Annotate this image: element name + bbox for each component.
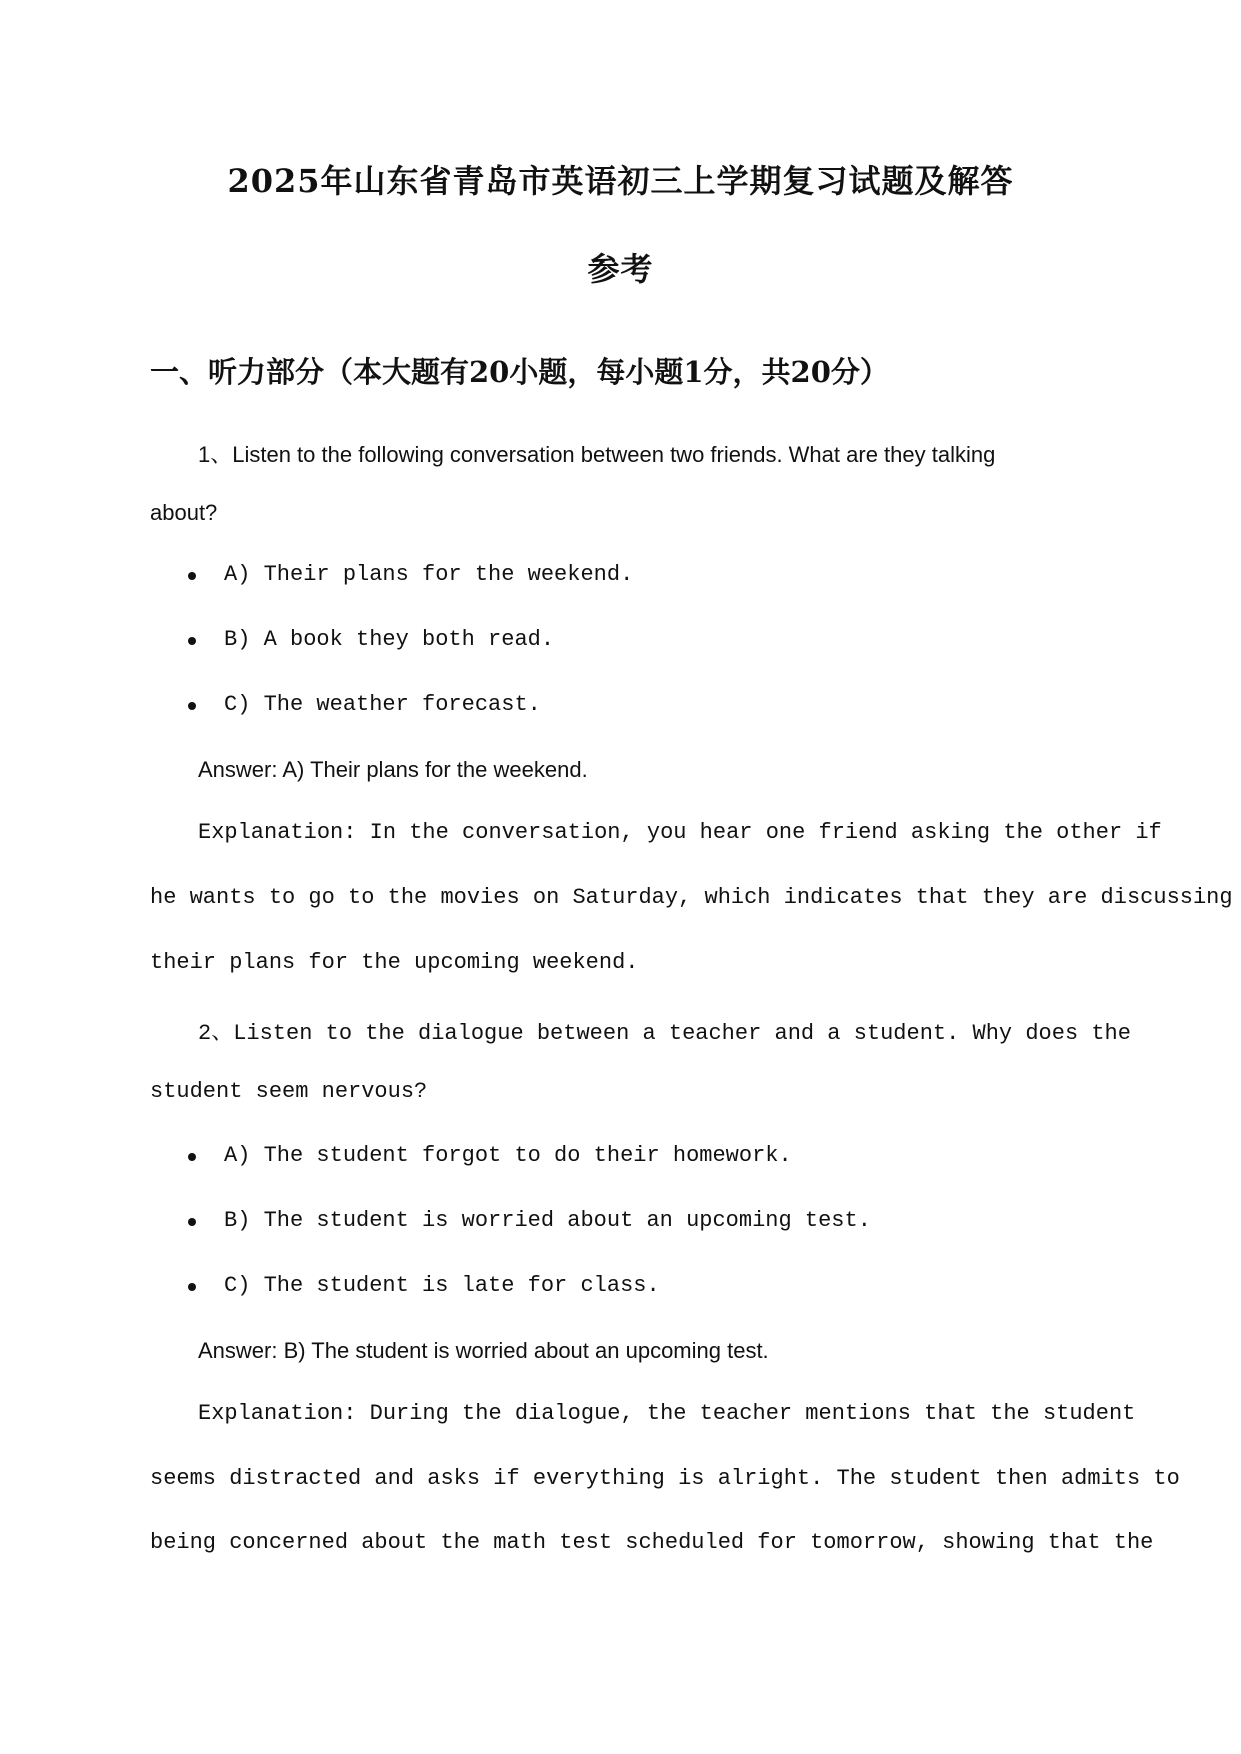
document-title-line-2: 参考 <box>587 250 654 288</box>
bullet-icon <box>186 570 198 582</box>
question-1-option-c: C) The weather forecast. <box>224 692 541 717</box>
question-2-explanation-line-3: being concerned about the math test scheduled for tomorrow, showing that the <box>150 1530 1154 1555</box>
question-2-answer: Answer: B) The student is worried about an upcoming test. <box>198 1338 769 1363</box>
question-2-option-c: C) The student is late for class. <box>224 1273 660 1298</box>
bullet-icon <box>186 1151 198 1163</box>
question-2-prompt-line-2: student seem nervous? <box>150 1079 428 1104</box>
question-1-prompt-line-1: 1、Listen to the following conversation between two friends. What are they talking <box>198 442 996 467</box>
question-1-explanation-line-3: their plans for the upcoming weekend. <box>150 950 639 975</box>
question-1-explanation-line-2: he wants to go to the movies on Saturday, which indicates that they are discussing <box>150 885 1233 910</box>
question-1-option-a: A) Their plans for the weekend. <box>224 562 634 587</box>
question-1-explanation-line-1: Explanation: In the conversation, you hear one friend asking the other if <box>198 820 1162 845</box>
question-2-prompt-line-1: 2、Listen to the dialogue between a teacher and a student. Why does the <box>198 1021 1131 1046</box>
document-title-line-1: 2025年山东省青岛市英语初三上学期复习试题及解答 <box>227 162 1014 200</box>
section-heading-listening: 一、听力部分（本大题有20小题，每小题1分，共20分） <box>150 355 889 389</box>
question-2-option-b: B) The student is worried about an upcoming test. <box>224 1208 871 1233</box>
bullet-icon <box>186 635 198 647</box>
bullet-icon <box>186 1281 198 1293</box>
question-2-explanation-line-2: seems distracted and asks if everything is alright. The student then admits to <box>150 1466 1180 1491</box>
bullet-icon <box>186 700 198 712</box>
question-2-option-a: A) The student forgot to do their homework. <box>224 1143 792 1168</box>
question-1-prompt-line-2: about? <box>150 500 218 525</box>
bullet-icon <box>186 1216 198 1228</box>
question-1-option-b: B) A book they both read. <box>224 627 555 652</box>
question-2-explanation-line-1: Explanation: During the dialogue, the teacher mentions that the student <box>198 1401 1136 1426</box>
question-1-answer: Answer: A) Their plans for the weekend. <box>198 757 588 782</box>
